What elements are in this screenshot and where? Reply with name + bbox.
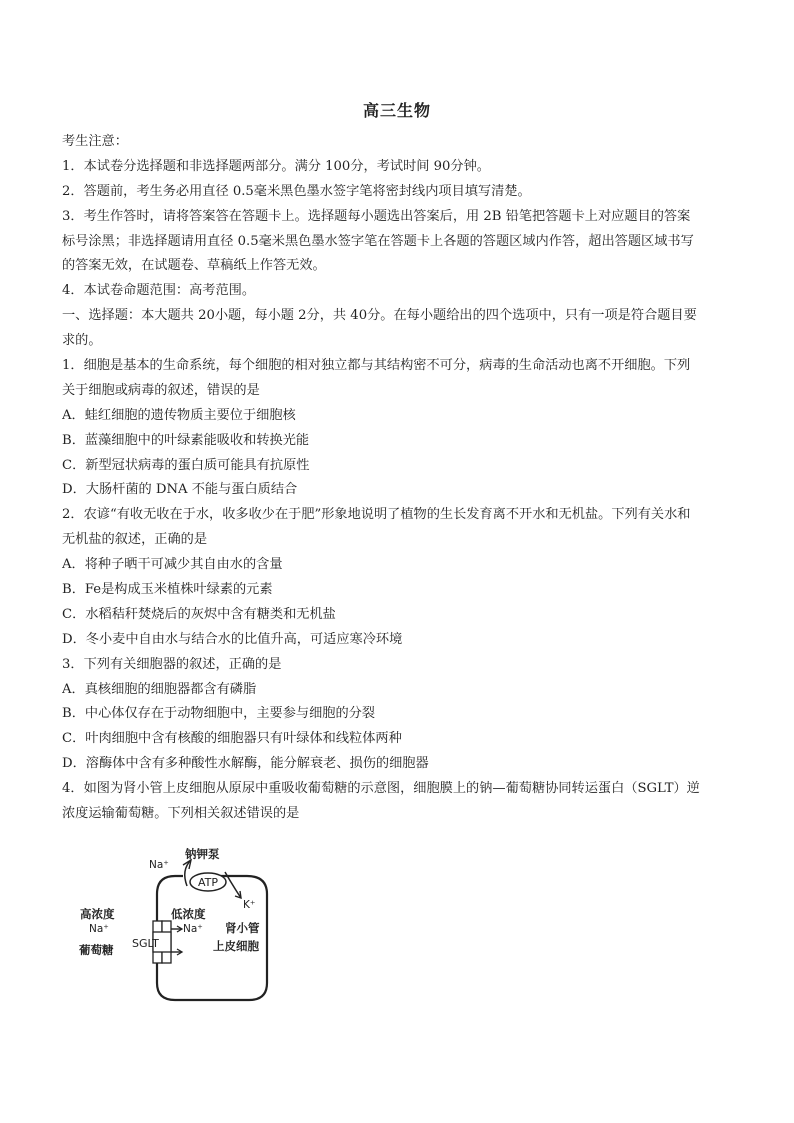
text-line: C．叶肉细胞中含有核酸的细胞器只有叶绿体和线粒体两种 bbox=[62, 731, 402, 747]
text-line: 求的。 bbox=[62, 333, 102, 349]
sglt-label: SGLT bbox=[132, 937, 159, 950]
sglt-diagram bbox=[75, 828, 275, 1008]
high-conc-label: 高浓度 bbox=[80, 907, 115, 921]
glucose-label: 葡萄糖 bbox=[79, 943, 114, 957]
text-line: 2．答题前，考生务必用直径 0.5毫米黑色墨水签字笔将密封线内项目填写清楚。 bbox=[62, 183, 531, 199]
text-line: 一、选择题：本大题共 20小题，每小题 2分，共 40分。在每小题给出的四个选项中，只有一项是符合题目要 bbox=[62, 308, 697, 324]
text-line: B．Fe是构成玉米植株叶绿素的元素 bbox=[62, 582, 273, 598]
cell-label-1: 肾小管 bbox=[225, 921, 260, 935]
exam-text bbox=[62, 130, 742, 827]
text-line: A．将种子晒干可减少其自由水的含量 bbox=[62, 557, 283, 573]
text-line: 2．农谚“有收无收在于水，收多收少在于肥”形象地说明了植物的生长发育离不开水和无机盐。下列有关水和 bbox=[62, 507, 691, 523]
text-line: A．蛙红细胞的遗传物质主要位于细胞核 bbox=[62, 407, 296, 423]
page-title: 高三生物 bbox=[362, 101, 431, 120]
text-line: B．中心体仅存在于动物细胞中，主要参与细胞的分裂 bbox=[62, 706, 376, 722]
text-line: 关于细胞或病毒的叙述，错误的是 bbox=[62, 382, 260, 398]
text-line: 浓度运输葡萄糖。下列相关叙述错误的是 bbox=[62, 806, 300, 822]
low-conc-label: 低浓度 bbox=[171, 907, 206, 921]
text-line: 4．本试卷命题范围：高考范围。 bbox=[62, 283, 256, 299]
na-low-label: Na⁺ bbox=[183, 923, 203, 935]
text-line: 3．下列有关细胞器的叙述，正确的是 bbox=[62, 656, 282, 672]
pump-label: 钠钾泵 bbox=[185, 847, 220, 861]
text-line: 的答案无效，在试题卷、草稿纸上作答无效。 bbox=[62, 258, 326, 274]
text-line: 1．细胞是基本的生命系统，每个细胞的相对独立都与其结构密不可分，病毒的生命活动也离不开细胞。下列 bbox=[62, 358, 691, 374]
text-line: B．蓝藻细胞中的叶绿素能吸收和转换光能 bbox=[62, 432, 310, 448]
k-in-label: K⁺ bbox=[243, 899, 256, 911]
text-line: 4．如图为肾小管上皮细胞从原尿中重吸收葡萄糖的示意图，细胞膜上的钠—葡萄糖协同转运蛋白（SGLT）逆 bbox=[62, 781, 700, 797]
text-line: 无机盐的叙述，正确的是 bbox=[62, 532, 208, 548]
cell-label-2: 上皮细胞 bbox=[213, 939, 259, 953]
text-line: D．大肠杆菌的 DNA 不能与蛋白质结合 bbox=[62, 482, 298, 498]
text-line: 3．考生作答时，请将答案答在答题卡上。选择题每小题选出答案后，用 2B 铅笔把答题卡上对应题目的答案 bbox=[62, 208, 691, 224]
text-line: C．水稻秸秆焚烧后的灰烬中含有糖类和无机盐 bbox=[62, 606, 336, 622]
atp-label: ATP bbox=[197, 876, 219, 889]
text-line: D．溶酶体中含有多种酸性水解酶，能分解衰老、损伤的细胞器 bbox=[62, 756, 429, 772]
text-line: D．冬小麦中自由水与结合水的比值升高，可适应寒冷环境 bbox=[62, 631, 403, 647]
cell-membrane bbox=[157, 876, 267, 1000]
text-line: 标号涂黑；非选择题请用直径 0.5毫米黑色墨水签字笔在答题卡上各题的答题区域内作答，超出答题区域书写 bbox=[62, 233, 694, 249]
text-line: 1．本试卷分选择题和非选择题两部分。满分 100分，考试时间 90分钟。 bbox=[62, 158, 490, 174]
text-line: 考生注意： bbox=[62, 134, 128, 149]
na-high-label: Na⁺ bbox=[89, 923, 109, 935]
na-out-label: Na⁺ bbox=[149, 859, 169, 871]
text-line: C．新型冠状病毒的蛋白质可能具有抗原性 bbox=[62, 457, 310, 473]
text-line: A．真核细胞的细胞器都含有磷脂 bbox=[62, 681, 257, 697]
